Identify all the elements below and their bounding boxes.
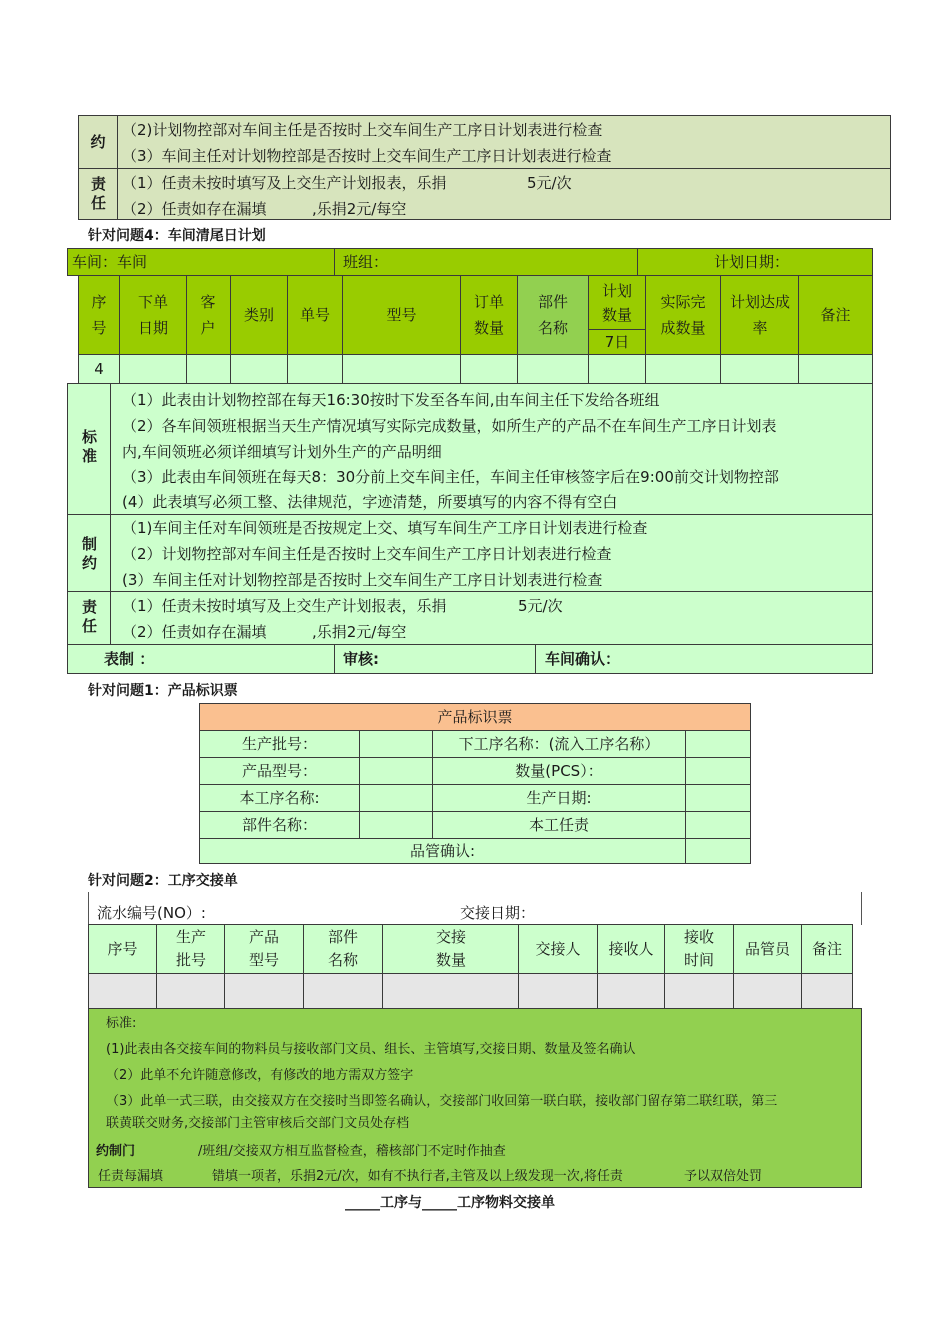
s2-note-resp: 错填一项者，乐捐2元/次，如有不执行者,主管及以上级发现一次,将任责 <box>212 1169 623 1184</box>
s4-row-seq-text: 4 <box>94 360 104 378</box>
s2-row-cell[interactable] <box>733 973 802 1009</box>
s1-batch-label: 生产批号： <box>241 735 317 753</box>
s4-zr-label: 责任 <box>80 599 98 637</box>
s1-proddate-label: 生产日期: <box>526 789 592 807</box>
block1-line-b1: （1）任责未按时填写及上交生产计划报表，乐捐 <box>122 174 447 192</box>
s4-col-orderqty-text: 订单数量 <box>473 293 504 337</box>
s4-std-line-4: （3）此表由车间领班在每天8：30分前上交车间主任，车间主任审核签字后在9:00前交计划物控部 <box>122 468 779 486</box>
s1-proddate-input[interactable] <box>685 784 751 812</box>
s4-row-cell[interactable] <box>517 354 589 384</box>
s4-zr-line-1-fee: 5元/次 <box>518 597 563 615</box>
s2-note-resp-label: 任责每漏填 <box>98 1169 164 1184</box>
s4-col-remark-text: 备注 <box>820 306 851 324</box>
s2-row-cell[interactable] <box>224 973 304 1009</box>
section2-title: 针对问题2：工序交接单 <box>88 873 238 889</box>
s4-zy-line-2: （2）计划物控部对车间主任是否按时上交车间生产工序日计划表进行检查 <box>122 545 612 563</box>
s2-row-cell[interactable] <box>597 973 665 1009</box>
s4-row-cell[interactable] <box>287 354 343 384</box>
s1-part-input[interactable] <box>359 811 433 839</box>
s1-owner-label: 本工任责 <box>528 816 589 834</box>
s1-table-title: 产品标识票 <box>437 708 513 726</box>
s4-col-rate-text: 计划达成率 <box>730 293 791 337</box>
s2-date: 交接日期： <box>460 904 536 922</box>
s4-std-line-5: (4）此表填写必须工整、法律规范，字迹清楚，所要填写的内容不得有空白 <box>122 493 618 511</box>
s4-row-cell[interactable] <box>119 354 187 384</box>
s2-note-std: 标准: <box>106 1016 137 1031</box>
s4-std-line-2: （2）各车间领班根据当天生产情况填写实际完成数量，如所生产的产品不在车间生产工序日计划表 <box>122 417 777 435</box>
s1-qc-label: 品管确认: <box>409 842 476 860</box>
s4-header-team: 班组： <box>343 253 389 271</box>
s4-col-model-text: 型号 <box>386 306 417 324</box>
s2-row-cell[interactable] <box>88 973 157 1009</box>
s2-col-seq-text: 序号 <box>107 940 138 958</box>
s2-note-restrict: /班组/交接双方相互监督检查，稽核部门不定时作抽查 <box>198 1144 506 1159</box>
s4-col-partname-text: 部件名称 <box>537 293 568 337</box>
s4-footer-review: 审核: <box>343 650 379 668</box>
s4-row-cell[interactable] <box>342 354 461 384</box>
s2-row-cell[interactable] <box>801 973 853 1009</box>
s4-col-actual-text: 实际完成数量 <box>660 293 706 337</box>
s4-footer-maker: 表制 ： <box>104 650 155 668</box>
s4-zr-line-1: （1）任责未按时填写及上交生产计划报表，乐捐 <box>122 597 447 615</box>
s2-note-4: 联黄联交财务,交接部门主管审核后交部门文员处存档 <box>106 1116 410 1131</box>
s4-zr-line-2: （2）任责如存在漏填 <box>122 623 267 641</box>
s4-header-date: 计划日期： <box>714 253 790 271</box>
s2-col-remark-text: 备注 <box>811 940 842 958</box>
s1-model-input[interactable] <box>359 757 433 785</box>
s1-qty-label: 数量(PCS）： <box>515 762 603 780</box>
s4-zr-line-2-fee: ,乐捐2元/每空 <box>312 623 407 641</box>
s2-note-resp-end: 予以双倍处罚 <box>684 1169 763 1184</box>
s4-std-label: 标准 <box>80 429 98 467</box>
s1-proc-input[interactable] <box>359 784 433 812</box>
s4-zy-line-1: （1)车间主任对车间领班是否按规定上交、填写车间生产工序日计划表进行检查 <box>122 519 648 537</box>
s2-note-1: (1)此表由各交接车间的物料员与接收部门文员、组长、主管填写,交接日期、数量及签名确认 <box>106 1042 636 1057</box>
s2-col-qty-text: 交接数量 <box>435 928 466 969</box>
s1-nextproc-label: 下工序名称：(流入工序名称） <box>458 735 660 753</box>
block1-line-b2-fee: ,乐捐2元/每空 <box>312 200 407 218</box>
s4-footer-confirm: 车间确认： <box>545 650 621 668</box>
s4-zy-label: 制约 <box>80 536 98 574</box>
block1-label-a: 约 <box>90 133 106 151</box>
s2-row-cell[interactable] <box>303 973 383 1009</box>
s2-col-batch-text: 生产批号 <box>175 928 206 969</box>
s1-qc-input[interactable] <box>685 838 751 864</box>
s4-col-seq-text: 序号 <box>91 293 107 337</box>
block1-line-b1-fee: 5元/次 <box>527 174 572 192</box>
s4-header-workshop: 车间：车间 <box>72 253 148 271</box>
s1-owner-input[interactable] <box>685 811 751 839</box>
s2-col-giver-text: 交接人 <box>535 940 581 958</box>
block1-line-b2: （2）任责如存在漏填 <box>122 200 267 218</box>
s4-col-orderdate-text: 下单日期 <box>137 293 168 337</box>
s1-batch-input[interactable] <box>359 730 433 758</box>
s4-col-planqty-text: 计划数量 <box>601 282 632 324</box>
s4-row-cell[interactable] <box>720 354 799 384</box>
s4-std-line-1: （1）此表由计划物控部在每天16:30按时下发至各车间,由车间主任下发给各班组 <box>122 391 660 409</box>
s2-row-cell[interactable] <box>156 973 225 1009</box>
s2-row-cell[interactable] <box>518 973 598 1009</box>
section1-title: 针对问题1：产品标识票 <box>88 683 238 699</box>
s4-col-orderno-text: 单号 <box>299 306 330 324</box>
s1-part-label: 部件名称： <box>241 816 317 834</box>
s1-proc-label: 本工序名称: <box>239 789 320 807</box>
s2-col-part-text: 部件名称 <box>327 928 358 969</box>
s2-col-qc-text: 品管员 <box>744 940 790 958</box>
s2-col-model-text: 产品型号 <box>248 928 279 969</box>
s2-note-restrict-label: 约制门 <box>96 1144 136 1159</box>
s4-row-cell[interactable] <box>645 354 721 384</box>
s2-serial: 流水编号(NO）: <box>97 904 206 922</box>
s2-note-2: （2）此单不允许随意修改，有修改的地方需双方签字 <box>106 1068 414 1083</box>
s1-model-label: 产品型号： <box>241 762 317 780</box>
bottom-title: _____工序与_____工序物料交接单 <box>345 1195 555 1211</box>
s2-col-receiver-text: 接收人 <box>608 940 654 958</box>
section4-title: 针对问题4：车间清尾日计划 <box>88 228 266 244</box>
block1-line-a1: （2)计划物控部对车间主任是否按时上交车间生产工序日计划表进行检查 <box>122 121 603 139</box>
s1-nextproc-input[interactable] <box>685 730 751 758</box>
s4-col-category-text: 类别 <box>243 306 274 324</box>
s4-zy-line-3: (3）车间主任对计划物控部是否按时上交车间生产工序日计划表进行检查 <box>122 571 603 589</box>
s2-col-time-text: 接收时间 <box>683 928 714 969</box>
s2-row-cell[interactable] <box>664 973 734 1009</box>
block1-label-b: 责任 <box>89 176 107 214</box>
s4-row-cell[interactable] <box>186 354 231 384</box>
s2-row-cell[interactable] <box>382 973 519 1009</box>
s4-col-customer-text: 客户 <box>200 293 216 337</box>
s4-std-line-3: 内,车间领班必须详细填写计划外生产的产品明细 <box>122 443 442 461</box>
block1-line-a2: （3）车间主任对计划物控部是否按时上交车间生产工序日计划表进行检查 <box>122 147 612 165</box>
s4-row-cell[interactable] <box>588 354 646 384</box>
s1-qty-input[interactable] <box>685 757 751 785</box>
s4-col-7day-text: 7日 <box>604 333 630 351</box>
s4-row-cell[interactable] <box>798 354 873 384</box>
s4-row-cell[interactable] <box>460 354 518 384</box>
s4-row-cell[interactable] <box>230 354 288 384</box>
s2-note-3: （3）此单一式三联，由交接双方在交接时当即签名确认，交接部门收回第一联白联，接收部门留存第二联红联，第三 <box>106 1094 778 1109</box>
